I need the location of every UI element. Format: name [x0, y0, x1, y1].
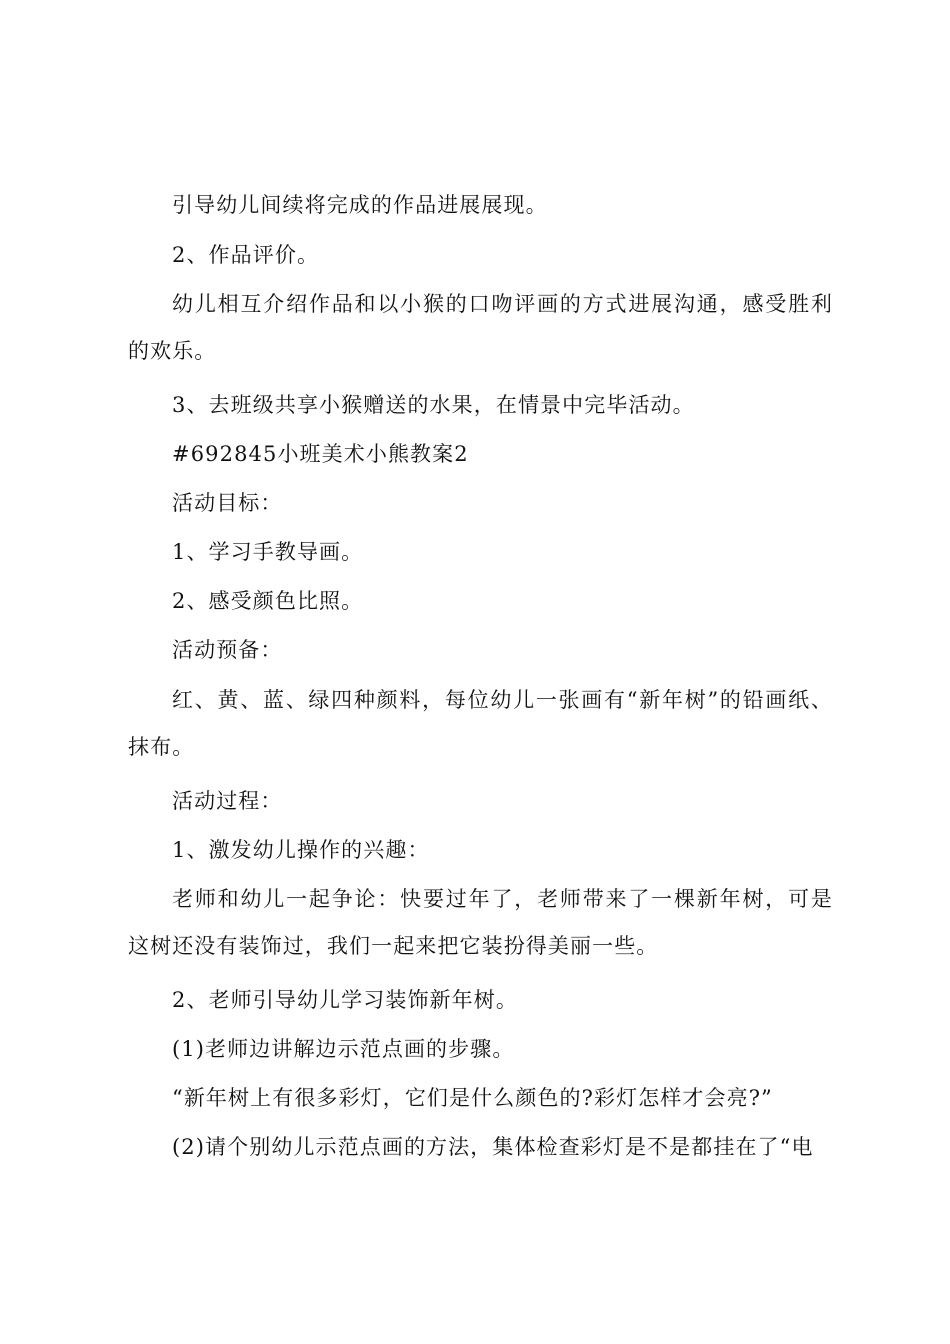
goals-heading: 活动目标：	[172, 491, 283, 515]
paragraph-display-instruction: 引导幼儿间续将完成的作品进展展现。	[172, 193, 548, 217]
paragraph-evaluation-heading: 2、作品评价。	[172, 243, 320, 267]
paragraph-share-fruit: 3、去班级共享小猴赠送的水果，在情景中完毕活动。	[172, 393, 695, 417]
preparation-body: 红、黄、蓝、绿四种颜料，每位幼儿一张画有“新年树”的铅画纸、抹布。	[128, 688, 833, 759]
process-step-1: 1、激发幼儿操作的兴趣：	[172, 838, 430, 862]
process-step-2: 2、老师引导幼儿学习装饰新年树。	[172, 988, 518, 1012]
goal-item-1: 1、学习手教导画。	[172, 540, 364, 564]
preparation-heading: 活动预备：	[172, 638, 283, 662]
process-step-1-body: 老师和幼儿一起争论：快要过年了，老师带来了一棵新年树，可是这树还没有装饰过，我们一起来把它装扮得美丽一些。	[128, 887, 833, 958]
process-step-2-quote: “新年树上有很多彩灯，它们是什么颜色的?彩灯怎样才会亮?”	[172, 1086, 773, 1110]
process-step-2-sub-1: (1)老师边讲解边示范点画的步骤。	[172, 1037, 515, 1061]
paragraph-evaluation-body: 幼儿相互介绍作品和以小猴的口吻评画的方式进展沟通，感受胜利的欢乐。	[128, 292, 833, 363]
lesson-title: #692845小班美术小熊教案2	[172, 442, 469, 466]
process-heading: 活动过程：	[172, 789, 283, 813]
goal-item-2: 2、感受颜色比照。	[172, 589, 364, 613]
process-step-2-sub-2: (2)请个别幼儿示范点画的方法，集体检查彩灯是不是都挂在了“电	[172, 1135, 814, 1159]
